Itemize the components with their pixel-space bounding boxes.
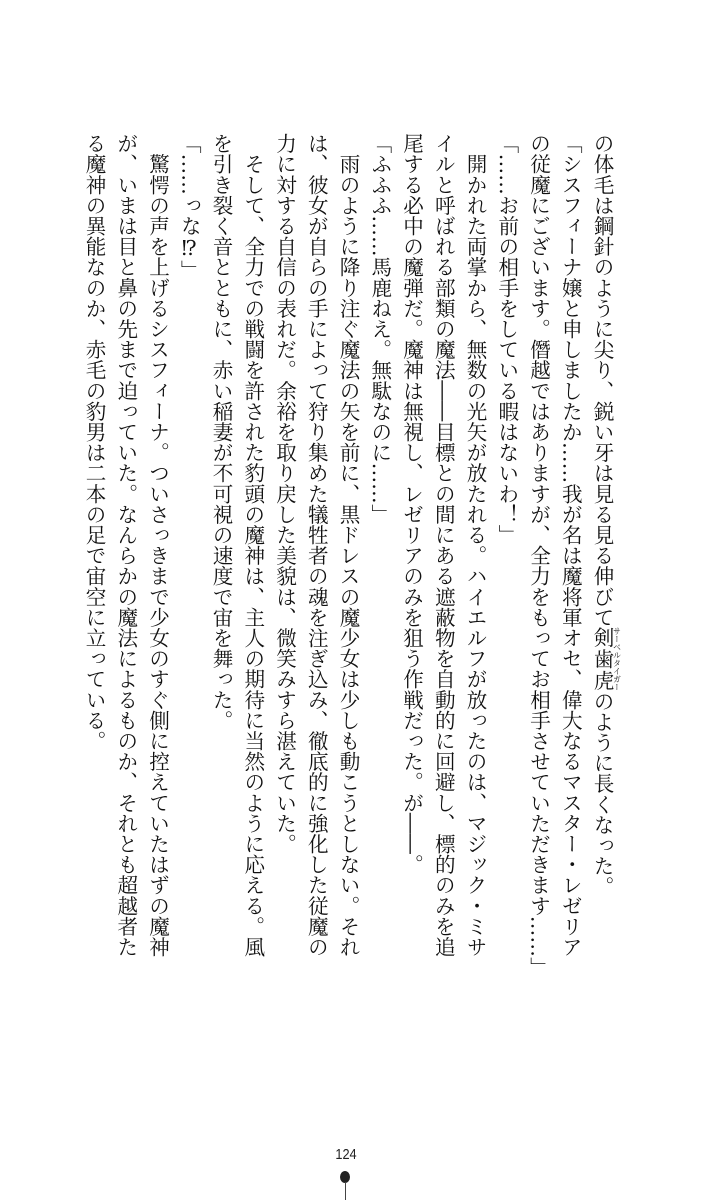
text-column bbox=[585, 133, 621, 983]
text-column: が、いまは目と鼻の先まで迫っていた。なんらかの魔法によるものか、それとも超越者た bbox=[113, 133, 138, 957]
text-column: 「ふふふ……馬鹿ねえ。無駄なのに……」 bbox=[367, 133, 392, 525]
text-column: 尾する必中の魔弾だ。魔神は無視し、レゼリアのみを狙う作戦だった。が――。 bbox=[399, 133, 424, 875]
ruby-base: 剣歯虎 bbox=[590, 627, 614, 692]
text-column: は、彼女が自らの手によって狩り集めた犠牲者の魂を注ぎ込み、徹底的に強化した従魔の bbox=[304, 133, 329, 957]
page-marker-line bbox=[345, 1182, 346, 1200]
text-column: 雨のように降り注ぐ魔法の矢を前に、黒ドレスの魔少女は少しも動こうとしない。それ bbox=[336, 133, 360, 957]
text-column: 開かれた両掌から、無数の光矢が放たれる。ハイエルフが放ったのは、マジック・ミサ bbox=[463, 133, 487, 957]
text-column: 「……お前の相手をしている暇はないわ！」 bbox=[494, 133, 519, 545]
body-text bbox=[77, 133, 621, 983]
text-column: そして、全力での戦闘を許された豹頭の魔神は、主人の期待に当然のように応える。風 bbox=[240, 133, 265, 957]
text-segment: のように長くなった。 bbox=[590, 690, 614, 897]
text-column: を引き裂く音とともに、赤い稲妻が不可視の速度で宙を舞った。 bbox=[209, 133, 233, 731]
text-column: イルと呼ばれる部類の魔法――目標との間にある遮蔽物を自動的に回避し、標的のみを追 bbox=[431, 133, 456, 957]
text-column: 「……っな⁉」 bbox=[177, 133, 202, 281]
text-column: の従魔にございます。僭越ではありますが、全力をもってお相手させていただきます……」 bbox=[526, 133, 551, 978]
ruby-reading: サーベルタイガー bbox=[612, 627, 622, 692]
text-column: 驚愕の声を上げるシスフィーナ。ついさっきまで少女のすぐ側に控えていたはずの魔神 bbox=[145, 133, 170, 957]
text-segment: の体毛は鋼針のように尖り、鋭い牙は見る見る伸びて bbox=[590, 133, 614, 628]
page-number: 124 bbox=[335, 1146, 357, 1163]
text-column: 「シスフィーナ嬢と申しましたか……我が名は魔将軍オセ、偉大なるマスター・レゼリア bbox=[558, 133, 583, 957]
ruby-annotated-word bbox=[590, 627, 622, 692]
text-column: る魔神の異能なのか、赤毛の豹男は二本の足で宙空に立っている。 bbox=[82, 133, 106, 751]
text-column: 力に対する自信の表れだ。余裕を取り戻した美貌は、微笑みすら湛えていた。 bbox=[272, 133, 297, 854]
